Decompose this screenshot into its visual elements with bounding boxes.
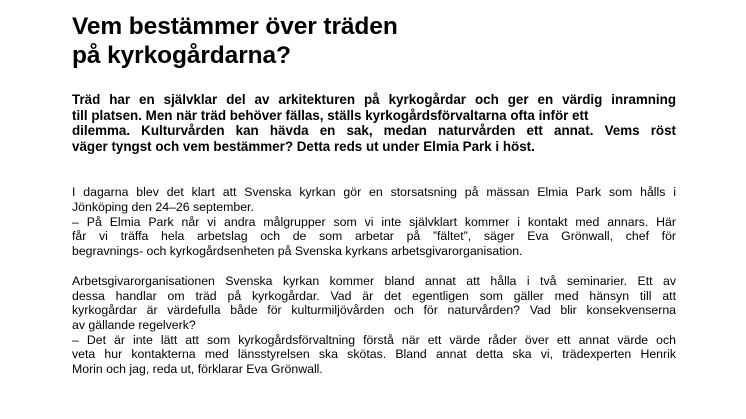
body-line: kyrkogårdar är värdefulla både för kulturmiljövården och för naturvården? Vad blir konsekvenserna (72, 303, 676, 318)
title-line: Vem bestämmer över träden (72, 13, 398, 40)
body-paragraph-1 (72, 185, 676, 259)
lead-line: väger tyngst och vem bestämmer? Detta reds ut under Elmia Park i höst. (72, 138, 535, 154)
title-line: på kyrkogårdarna? (72, 42, 291, 69)
body-line: Jönköping den 24–26 september. (72, 200, 254, 215)
body-line: dessa handlar om träd på kyrkogårdar. Vad är det egentligen som gäller med hänsyn till att (72, 288, 676, 303)
body-line: Morin och jag, reda ut, förklarar Eva Grönwall. (72, 362, 323, 377)
lead-line: dilemma. Kulturvården kan hävda en sak, medan naturvården ett annat. Vems röst (72, 123, 676, 139)
body-line: får vi träffa hela arbetslag och de som arbetar på ”fältet”, säger Eva Grönwall, chef för (72, 229, 676, 244)
lead-line: Träd har en självklar del av arkitekturen på kyrkogårdar och ger en värdig inramning (72, 92, 676, 107)
body-line: Arbetsgivarorganisationen Svenska kyrkan kommer bland annat att hålla i två seminarier. Ett av (72, 273, 676, 288)
body-line: – Det är inte lätt att som kyrkogårdsförvaltning förstå när ett värde råder över ett annat värde och (72, 332, 676, 347)
body-line: – På Elmia Park når vi andra målgrupper som vi inte självklart kommer i kontakt med annars. Här (72, 214, 676, 229)
body-line: av gällande regelverk? (72, 318, 196, 332)
body-paragraph-2 (72, 274, 676, 377)
article-title (72, 12, 676, 70)
article-lead (72, 92, 676, 154)
article (72, 12, 676, 377)
lead-line: till platsen. Men när träd behöver fällas, ställs kyrkogårdsförvaltarna ofta inför ett (72, 107, 589, 123)
body-line: begravnings- och kyrkogårdsenheten på Svenska kyrkans arbetsgivarorganisation. (72, 244, 523, 259)
body-line: I dagarna blev det klart att Svenska kyrkan gör en storsatsning på mässan Elmia Park som hålls i (72, 185, 676, 200)
body-line: veta hur kontakterna med länsstyrelsen ska skötas. Bland annat detta ska vi, trädexperten Henrik (72, 347, 676, 362)
